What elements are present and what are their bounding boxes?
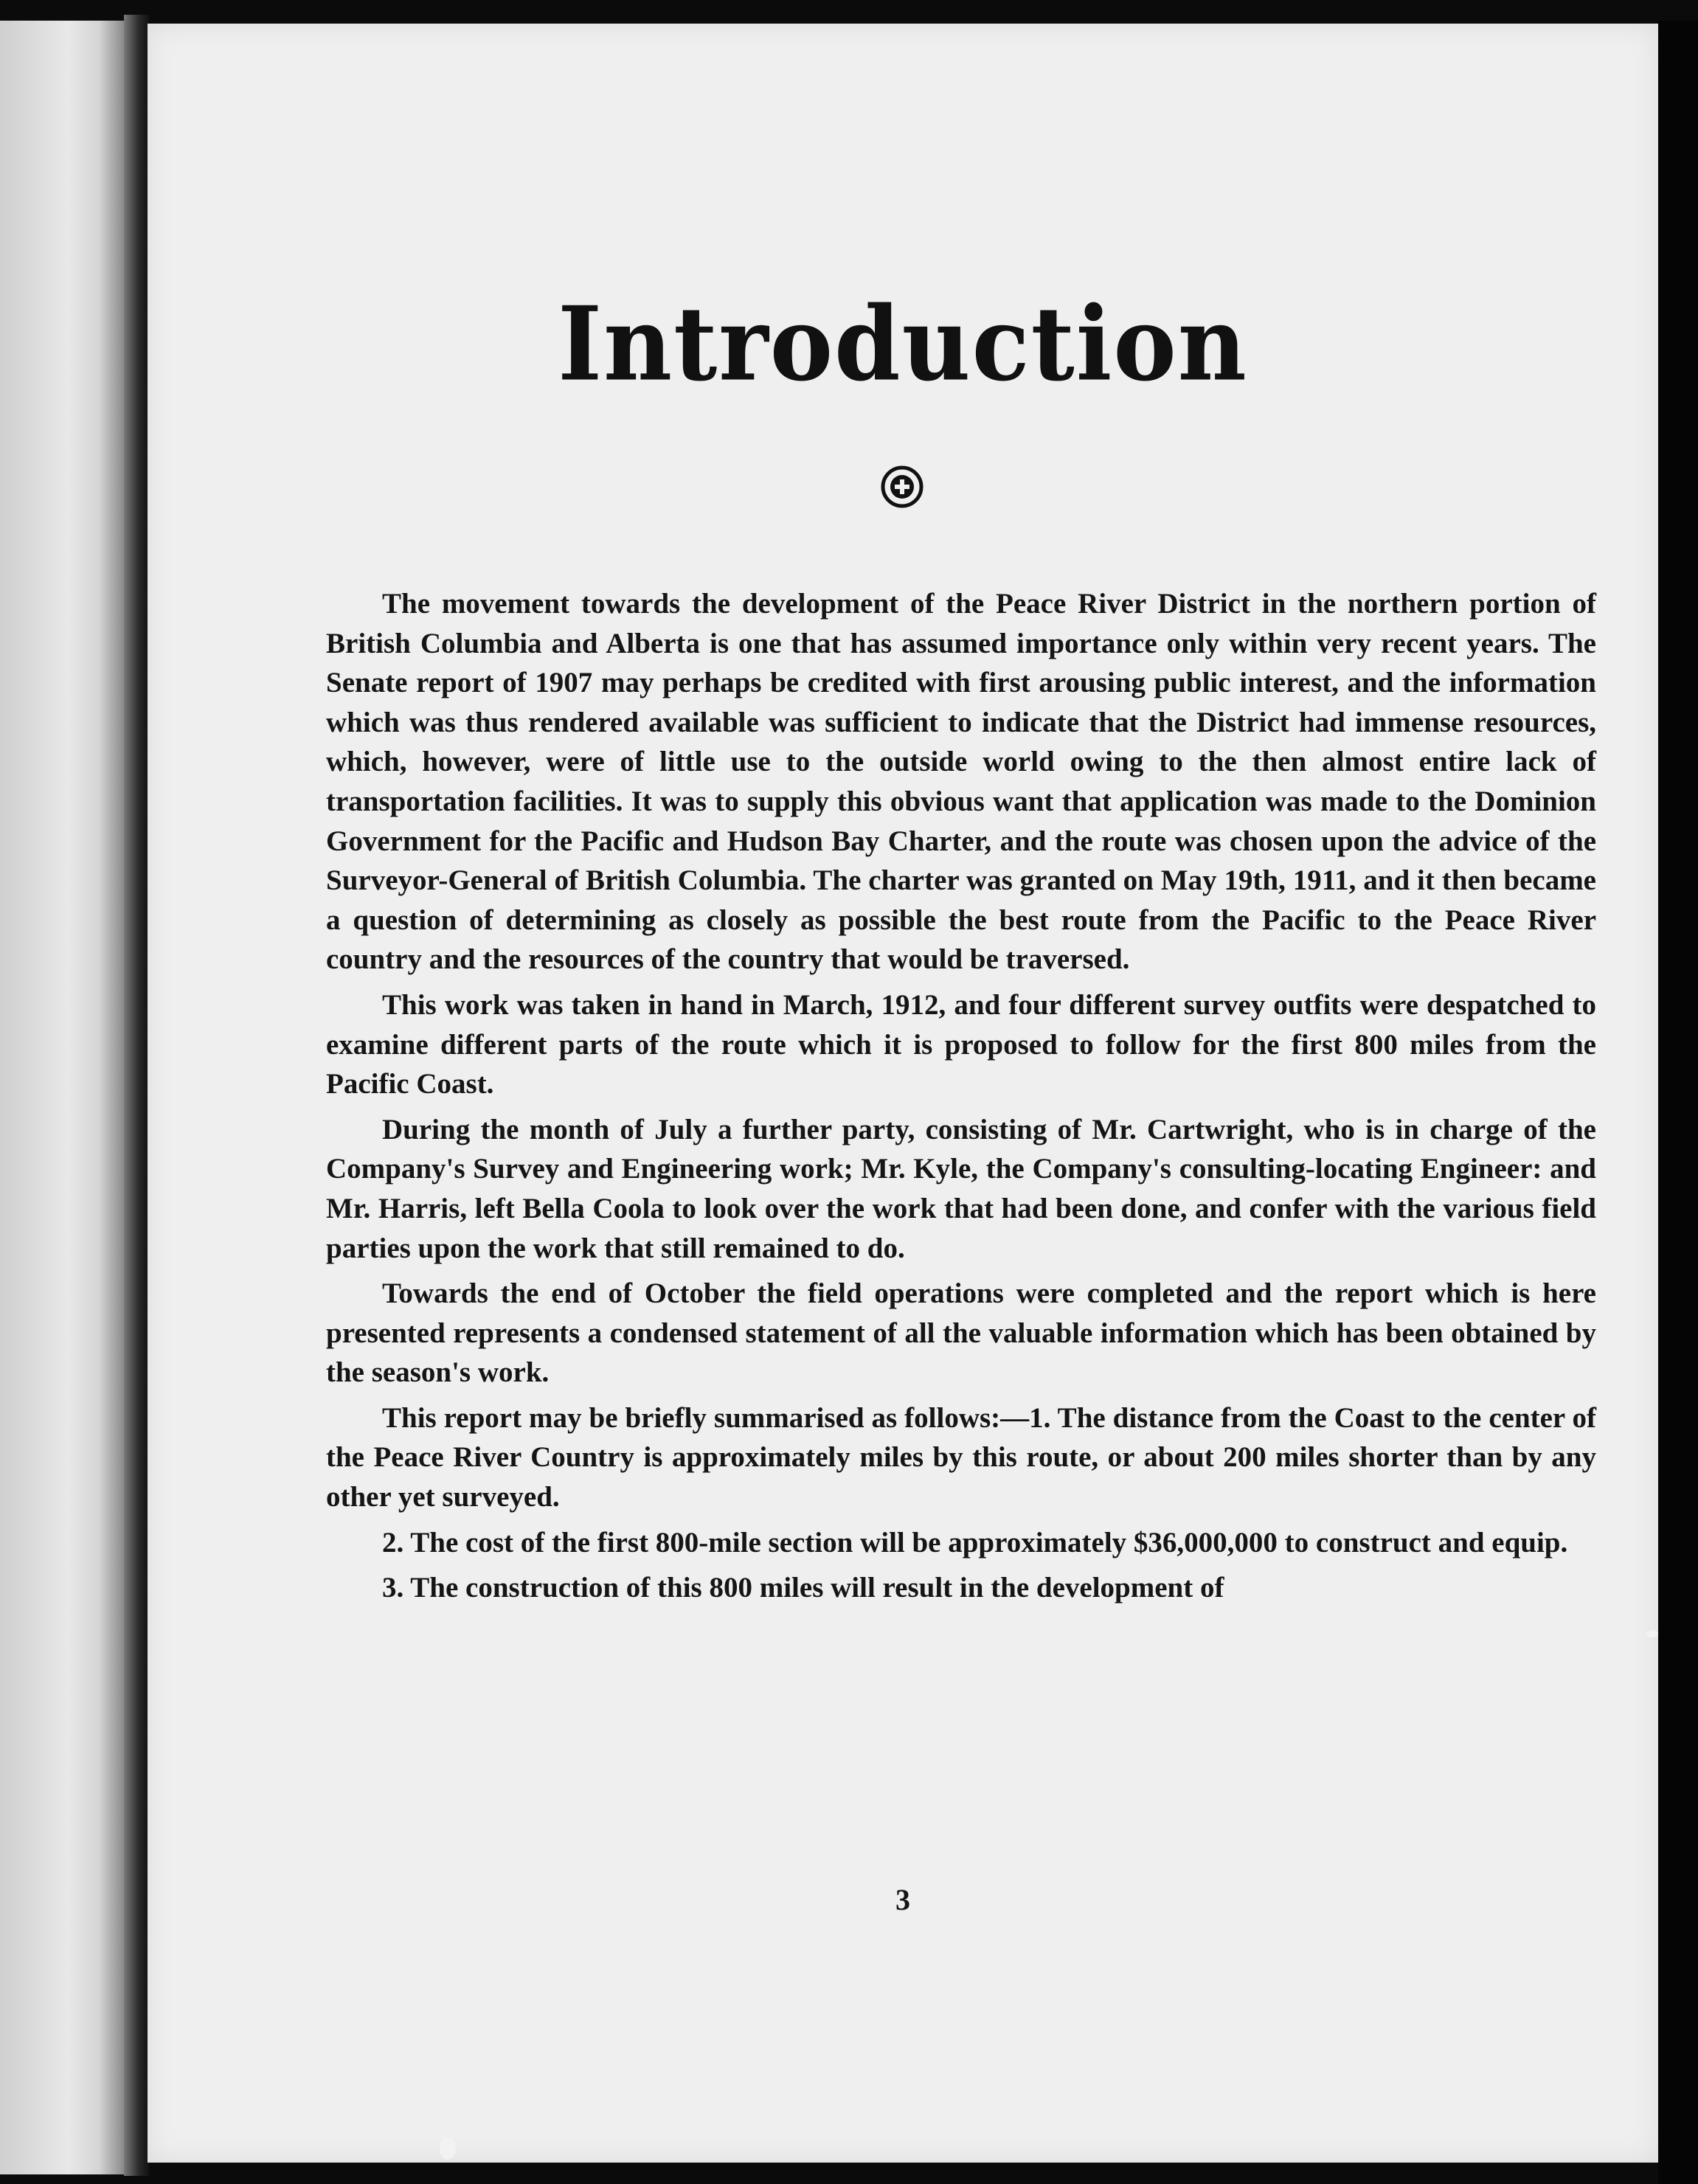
paragraph: During the month of July a further party, consisting of Mr. Cartwright, who is in charge of the Company's Survey and Engineering work; Mr. Kyle, the Company's consulting-locating Engineer: and Mr. Harris, left Bella Coola to look over the work that had been done, and confer with the various field parties upon the work that still remained to do.	[326, 1113, 1596, 1264]
numbered-paragraph: 3. The construction of this 800 miles will result in the development of	[382, 1572, 1224, 1604]
page-number: 3	[895, 1883, 910, 1916]
paragraph: This work was taken in hand in March, 1912, and four different survey outfits were despatched to examine different parts of the route which it is proposed to follow for the first 800 miles from the Pacific Coast.	[326, 988, 1596, 1100]
paragraph: The movement towards the development of the Peace River District in the northern portion of British Columbia and Alberta is one that has assumed importance only within very recent years. The Senate report of 1907 may perhaps be credited with first arousing public interest, and the information which was thus rendered available was sufficient to indicate that the District had immense resources, which, however, were of little use to the outside world owing to the then almost entire lack of transportation facilities. It was to supply this obvious want that application was made to the Dominion Government for the Pacific and Hudson Bay Charter, and the route was chosen upon the advice of the Surveyor-General of British Columbia. The charter was granted on May 19th, 1911, and it then became a question of determining as closely as possible the best route from the Pacific to the Peace River country and the resources of the country that would be traversed.	[326, 588, 1596, 976]
circle-cross-ornament-icon	[880, 465, 924, 509]
introduction-body	[326, 584, 1596, 1614]
document-page	[148, 24, 1658, 2163]
page-title: Introduction	[558, 285, 1248, 404]
numbered-paragraph: 2. The cost of the first 800-mile section will be approximately $36,000,000 to construct and equip.	[382, 1526, 1568, 1559]
book-gutter	[124, 15, 149, 2176]
facing-page-edge	[0, 21, 124, 2174]
paragraph: This report may be briefly summarised as follows:—1. The distance from the Coast to the center of the Peace River Country is approximately miles by this route, or about 200 miles shorter than by any other yet surveyed.	[326, 1401, 1596, 1514]
scan-speck	[1646, 1630, 1658, 1637]
scan-speck	[440, 2138, 456, 2160]
scan-border	[1658, 21, 1698, 2184]
paragraph: Towards the end of October the field operations were completed and the report which is here presented represents a condensed statement of all the valuable information which has been obtained by the season's work.	[326, 1278, 1596, 1389]
